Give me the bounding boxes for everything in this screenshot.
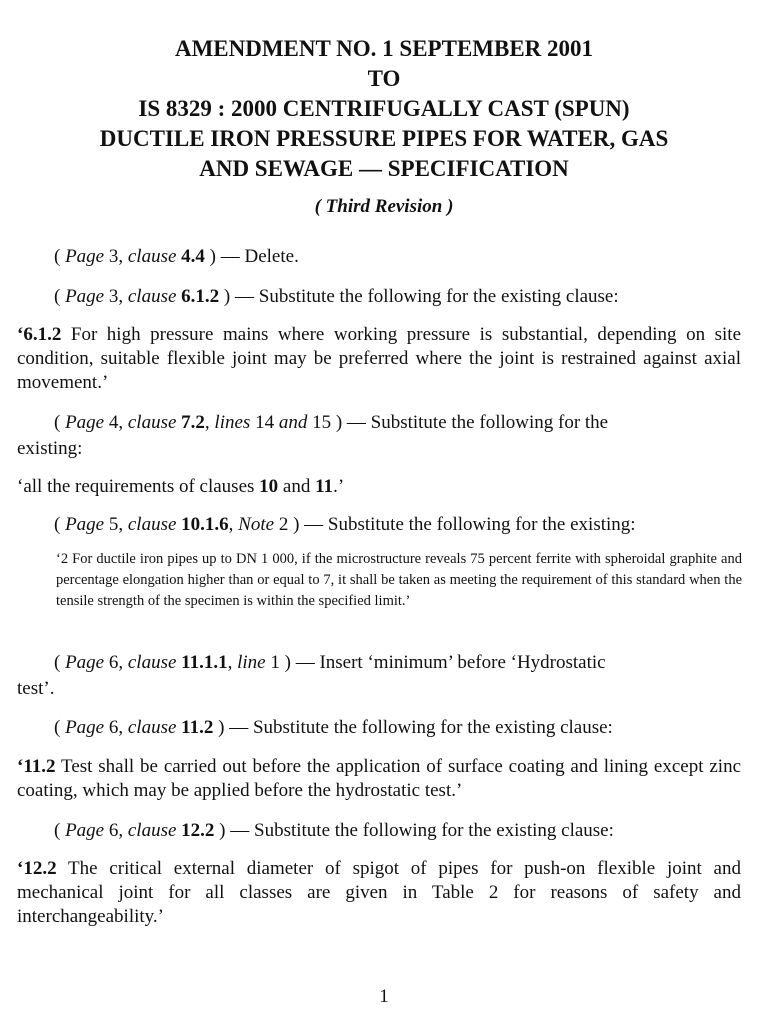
quoted-requirements-clause-b: 11 (315, 476, 334, 497)
item-4-page-num: 5, (104, 514, 128, 535)
amendment-item-7 (17, 819, 768, 843)
item-3-page-word: Page (65, 412, 105, 433)
amendment-item-2 (17, 285, 768, 309)
header-line-4: DUCTILE IRON PRESSURE PIPES FOR WATER, GAS (99, 126, 669, 151)
item-3-page-num: 4, (104, 412, 128, 433)
item-4-page-word: Page (65, 514, 105, 535)
item-7-open: ( (54, 820, 66, 841)
quoted-requirements-clause-a: 10 (259, 476, 279, 497)
amendment-item-4 (17, 513, 768, 537)
item-1-page-word: Page (65, 246, 105, 267)
header-line-2: TO (367, 66, 401, 91)
quoted-requirements-mid: and (278, 476, 316, 497)
item-4-note-word: Note (238, 514, 275, 535)
item-3-rest: ) — Substitute the following for the (331, 412, 609, 433)
item-7-clause-word: clause (127, 820, 177, 841)
item-5-open: ( (54, 652, 66, 673)
item-2-rest: ) — Substitute the following for the existing clause: (219, 286, 619, 307)
item-1-rest: ) — Delete. (204, 246, 299, 267)
item-3-clause-word: clause (127, 412, 177, 433)
quoted-clause-12-2-text: The critical external diameter of spigot of pipes for push-on flexible joint and mechanical joint for all classes are given in Table 2 for reasons of safety and interchangeability.’ (17, 858, 741, 927)
item-6-open: ( (54, 717, 66, 738)
item-4-note-num: 2 (274, 514, 289, 535)
header-line-1: AMENDMENT NO. 1 SEPTEMBER 2001 (174, 36, 594, 61)
item-6-clause-num: 11.2 (176, 717, 214, 738)
item-7-clause-num: 12.2 (176, 820, 215, 841)
amendment-item-3-continued: existing: (17, 438, 83, 459)
item-6-page-word: Page (65, 717, 105, 738)
quoted-note-2: ‘2 For ductile iron pipes up to DN 1 000, if the microstructure reveals 75 percent ferrite with spheroidal graphite and percentage elongation higher than or equal to 7, it shall be taken as meeting the requirement of this standard when the tensile strength of the specimen is within the specified limit.’ (56, 551, 742, 609)
item-5-clause-num: 11.1.1 (176, 652, 228, 673)
item-5-line-word: line (237, 652, 266, 673)
item-2-open: ( (54, 286, 66, 307)
quoted-requirements-post: .’ (333, 476, 345, 497)
quoted-requirements-pre: ‘all the requirements of clauses (17, 476, 260, 497)
item-3-clause-num: 7.2 (176, 412, 205, 433)
amendment-header (0, 34, 768, 184)
item-1-page-num: 3, (104, 246, 128, 267)
item-3-lines-word: lines (214, 412, 251, 433)
header-line-3: IS 8329 : 2000 CENTRIFUGALLY CAST (SPUN) (138, 96, 630, 121)
quoted-clause-6-1-2-number: ‘6.1.2 (17, 324, 62, 345)
item-2-page-num: 3, (104, 286, 128, 307)
item-7-page-num: 6, (104, 820, 128, 841)
item-1-clause-num: 4.4 (176, 246, 205, 267)
item-3-line-a: 14 (250, 412, 279, 433)
item-4-open: ( (54, 514, 66, 535)
item-7-rest: ) — Substitute the following for the existing clause: (214, 820, 614, 841)
item-5-clause-word: clause (127, 652, 177, 673)
item-3-open: ( (54, 412, 66, 433)
amendment-item-6 (17, 716, 768, 740)
item-5-sep: , (227, 652, 238, 673)
item-3-line-b: 15 (307, 412, 332, 433)
item-2-clause-num: 6.1.2 (176, 286, 220, 307)
item-1-clause-word: clause (127, 246, 177, 267)
item-6-clause-word: clause (127, 717, 177, 738)
item-4-rest: ) — Substitute the following for the existing: (288, 514, 636, 535)
page-number: 1 (379, 986, 389, 1007)
quoted-clause-11-2-text: Test shall be carried out before the application of surface coating and lining except zinc coating, which may be applied before the hydrostatic test.’ (17, 756, 741, 801)
revision-subtitle: ( Third Revision ) (314, 196, 454, 217)
item-7-page-word: Page (65, 820, 105, 841)
amendment-item-1 (17, 245, 768, 269)
item-1-open: ( (54, 246, 66, 267)
item-5-page-num: 6, (104, 652, 128, 673)
item-2-page-word: Page (65, 286, 105, 307)
item-4-sep: , (228, 514, 239, 535)
amendment-item-5 (17, 651, 768, 675)
quoted-clause-6-1-2-text: For high pressure mains where working pressure is substantial, depending on site condition, suitable flexible joint may be preferred where the joint is restrained against axial movement.’ (17, 324, 741, 393)
item-6-rest: ) — Substitute the following for the existing clause: (213, 717, 613, 738)
quoted-clause-12-2-number: ‘12.2 (17, 858, 57, 879)
item-4-clause-num: 10.1.6 (176, 514, 229, 535)
quoted-clause-6-1-2 (17, 323, 741, 395)
quoted-clause-11-2-number: ‘11.2 (17, 756, 56, 777)
quoted-clause-11-2 (17, 755, 741, 803)
item-5-rest: ) — Insert ‘minimum’ before ‘Hydrostatic (279, 652, 606, 673)
item-3-sep: , (204, 412, 215, 433)
item-3-and-word: and (278, 412, 308, 433)
header-line-5: AND SEWAGE — SPECIFICATION (199, 156, 569, 181)
quoted-clause-12-2 (17, 857, 741, 929)
item-4-clause-word: clause (127, 514, 177, 535)
amendment-item-5-continued: test’. (17, 678, 55, 699)
quoted-requirements (17, 475, 741, 499)
amendment-item-3 (17, 411, 768, 435)
item-5-page-word: Page (65, 652, 105, 673)
item-5-line-num: 1 (265, 652, 280, 673)
item-6-page-num: 6, (104, 717, 128, 738)
item-2-clause-word: clause (127, 286, 177, 307)
